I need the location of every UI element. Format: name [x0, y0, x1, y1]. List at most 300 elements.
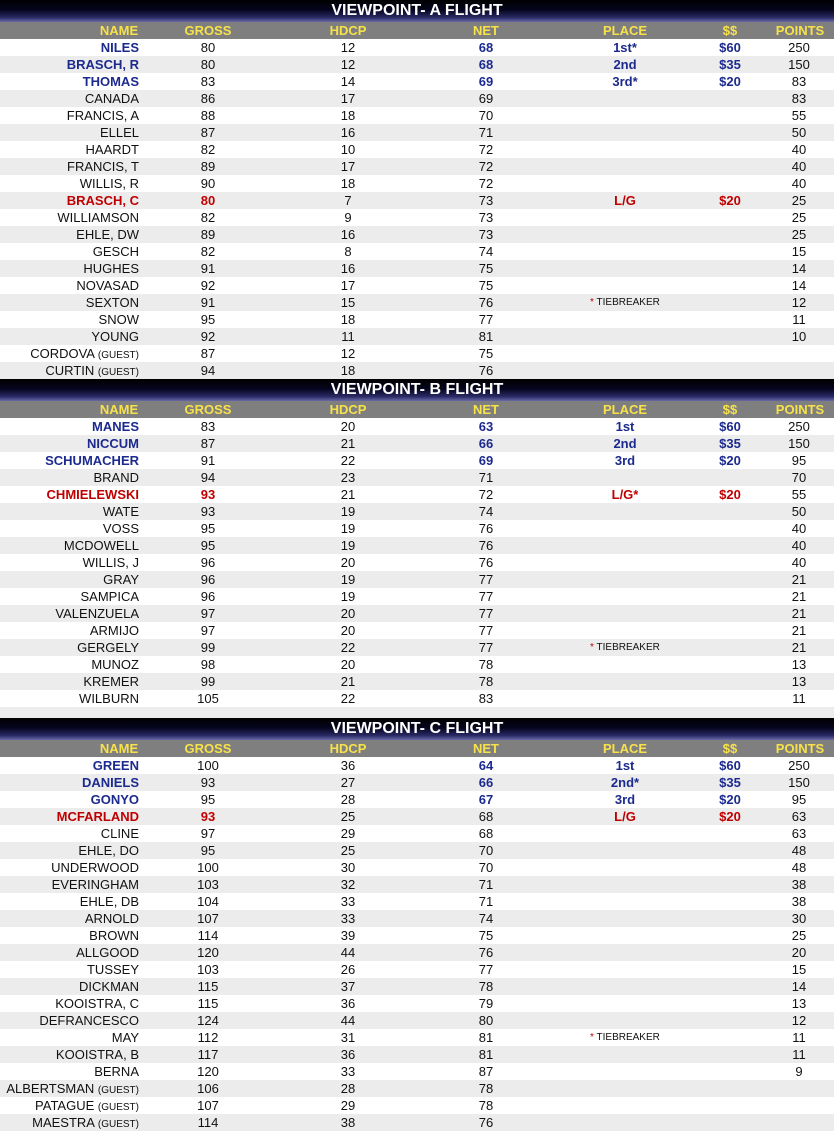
cell-text: 115 [197, 979, 219, 994]
cell-net [446, 39, 526, 56]
cell-text: $20 [719, 74, 741, 89]
cell-net [446, 893, 526, 910]
cell-hdcp [308, 435, 388, 452]
cell-text: 1st* [613, 40, 637, 55]
cell-place [585, 73, 665, 90]
flight-section [0, 718, 834, 1131]
cell-points [760, 294, 834, 311]
cell-money [700, 910, 760, 927]
table-row [0, 927, 834, 944]
cell-gross [168, 944, 248, 961]
cell-hdcp [308, 107, 388, 124]
cell-money [700, 73, 760, 90]
cell-hdcp [308, 345, 388, 362]
cell-name [0, 1029, 139, 1046]
cell-text: 30 [340, 860, 356, 875]
cell-net [446, 107, 526, 124]
table-row [0, 328, 834, 345]
cell-text: 81 [478, 1047, 494, 1062]
cell-text: DANIELS [81, 775, 139, 790]
cell-net [446, 435, 526, 452]
cell-text: 37 [340, 979, 356, 994]
cell-text: 75 [478, 261, 494, 276]
column-header-gross: GROSS [184, 741, 232, 756]
cell-text: 1st [615, 758, 635, 773]
cell-text: 19 [340, 572, 356, 587]
cell-points [760, 107, 834, 124]
cell-text: 29 [340, 1098, 356, 1113]
cell-points [760, 209, 834, 226]
cell-text: 78 [478, 1098, 494, 1113]
cell-points [760, 893, 834, 910]
cell-net [446, 554, 526, 571]
cell-text: 77 [478, 606, 494, 621]
cell-place [585, 571, 665, 588]
cell-text: ALLGOOD [76, 945, 139, 960]
cell-text: 80 [200, 193, 216, 208]
cell-gross [168, 588, 248, 605]
cell-points [760, 876, 834, 893]
cell-name [0, 435, 139, 452]
cell-text: 20 [340, 657, 356, 672]
guest-tag: (GUEST) [97, 1119, 139, 1130]
cell-place [585, 243, 665, 260]
cell-gross [168, 554, 248, 571]
cell-hdcp [308, 673, 388, 690]
cell-text: 107 [197, 911, 219, 926]
cell-text: KREMER [83, 674, 139, 689]
cell-hdcp [308, 944, 388, 961]
cell-text: 10 [340, 142, 356, 157]
cell-text: 104 [197, 894, 219, 909]
cell-text: 31 [340, 1030, 356, 1045]
cell-points [760, 571, 834, 588]
cell-text: $20 [719, 453, 741, 468]
cell-text: $20 [719, 193, 741, 208]
cell-hdcp [308, 571, 388, 588]
cell-place [585, 362, 665, 379]
cell-text: 40 [791, 538, 807, 553]
cell-text: 83 [200, 74, 216, 89]
cell-net [446, 452, 526, 469]
cell-place [585, 588, 665, 605]
cell-name [0, 503, 139, 520]
cell-place [585, 328, 665, 345]
cell-name [0, 673, 139, 690]
cell-name [0, 311, 139, 328]
cell-place [585, 418, 665, 435]
table-row [0, 1114, 834, 1131]
cell-gross [168, 39, 248, 56]
cell-money [700, 571, 760, 588]
cell-place [585, 90, 665, 107]
cell-text: 72 [478, 142, 494, 157]
cell-points [760, 554, 834, 571]
cell-net [446, 774, 526, 791]
cell-place [585, 757, 665, 774]
cell-points [760, 56, 834, 73]
cell-name [0, 175, 139, 192]
cell-money [700, 588, 760, 605]
cell-text: 13 [791, 674, 807, 689]
cell-money [700, 639, 760, 656]
cell-net [446, 622, 526, 639]
cell-text: 29 [340, 826, 356, 841]
cell-points [760, 757, 834, 774]
cell-text: 77 [478, 623, 494, 638]
cell-text: 69 [478, 74, 494, 89]
cell-points [760, 537, 834, 554]
cell-text: 93 [200, 487, 216, 502]
cell-net [446, 1097, 526, 1114]
cell-gross [168, 910, 248, 927]
cell-text: 93 [200, 775, 216, 790]
table-row [0, 1063, 834, 1080]
cell-text: 76 [478, 538, 494, 553]
cell-net [446, 791, 526, 808]
cell-hdcp [308, 622, 388, 639]
column-header-hdcp: HDCP [329, 741, 367, 756]
cell-points [760, 656, 834, 673]
cell-place [585, 825, 665, 842]
cell-hdcp [308, 791, 388, 808]
cell-points [760, 90, 834, 107]
cell-place [585, 1012, 665, 1029]
cell-net [446, 311, 526, 328]
table-row [0, 588, 834, 605]
table-row [0, 791, 834, 808]
cell-text: 97 [200, 623, 216, 638]
table-row [0, 260, 834, 277]
cell-money [700, 520, 760, 537]
cell-points [760, 1046, 834, 1063]
cell-money [700, 452, 760, 469]
cell-text: 100 [197, 860, 219, 875]
cell-points [760, 192, 834, 209]
cell-gross [168, 1029, 248, 1046]
cell-gross [168, 328, 248, 345]
cell-text: GESCH [92, 244, 139, 259]
cell-place [585, 175, 665, 192]
cell-hdcp [308, 1063, 388, 1080]
cell-text: WATE [102, 504, 139, 519]
cell-text: 78 [478, 1081, 494, 1096]
cell-money [700, 107, 760, 124]
cell-place [585, 673, 665, 690]
cell-net [446, 260, 526, 277]
cell-text: 100 [197, 758, 219, 773]
cell-text: 96 [200, 555, 216, 570]
table-row [0, 243, 834, 260]
table-row [0, 622, 834, 639]
cell-place [585, 842, 665, 859]
cell-text: 103 [197, 877, 219, 892]
cell-text: 33 [340, 894, 356, 909]
table-row [0, 893, 834, 910]
cell-place [585, 1114, 665, 1131]
cell-net [446, 345, 526, 362]
cell-text: 33 [340, 1064, 356, 1079]
cell-gross [168, 571, 248, 588]
cell-text: 95 [791, 792, 807, 807]
cell-text: FRANCIS, T [67, 159, 139, 174]
cell-gross [168, 978, 248, 995]
cell-text: 95 [200, 521, 216, 536]
cell-money [700, 605, 760, 622]
cell-net [446, 418, 526, 435]
cell-hdcp [308, 774, 388, 791]
cell-text: 250 [788, 419, 810, 434]
cell-name [0, 39, 139, 56]
cell-name [0, 56, 139, 73]
cell-gross [168, 73, 248, 90]
guest-tag: (GUEST) [97, 367, 139, 378]
cell-text: 77 [478, 312, 494, 327]
cell-hdcp [308, 893, 388, 910]
cell-money [700, 842, 760, 859]
cell-hdcp [308, 452, 388, 469]
cell-text: 19 [340, 504, 356, 519]
cell-money [700, 503, 760, 520]
cell-hdcp [308, 243, 388, 260]
table-row [0, 571, 834, 588]
cell-text: 68 [478, 826, 494, 841]
cell-text: 70 [791, 470, 807, 485]
cell-text: 11 [341, 329, 355, 344]
cell-text: 21 [791, 606, 807, 621]
cell-text: 75 [478, 346, 494, 361]
cell-text: 81 [478, 329, 494, 344]
cell-text: 95 [791, 453, 807, 468]
cell-text: 25 [791, 928, 807, 943]
cell-text: NICCUM [87, 436, 139, 451]
cell-text: 21 [791, 589, 807, 604]
cell-name [0, 588, 139, 605]
cell-net [446, 328, 526, 345]
cell-text: BRASCH, R [66, 57, 139, 72]
cell-text: 20 [340, 623, 356, 638]
table-row [0, 876, 834, 893]
guest-tag: (GUEST) [97, 1102, 139, 1113]
cell-text: 22 [340, 691, 356, 706]
cell-gross [168, 209, 248, 226]
cell-text: GRAY [103, 572, 139, 587]
cell-place [585, 158, 665, 175]
cell-text: 71 [478, 894, 494, 909]
cell-hdcp [308, 842, 388, 859]
cell-gross [168, 1114, 248, 1131]
cell-points [760, 469, 834, 486]
cell-money [700, 294, 760, 311]
cell-name [0, 927, 139, 944]
cell-text: $20 [719, 792, 741, 807]
cell-text: CHMIELEWSKI [46, 487, 139, 502]
cell-gross [168, 486, 248, 503]
cell-money [700, 893, 760, 910]
cell-text: KOOISTRA, C [55, 996, 139, 1011]
cell-hdcp [308, 910, 388, 927]
cell-net [446, 1012, 526, 1029]
cell-text: 90 [200, 176, 216, 191]
cell-text: 32 [340, 877, 356, 892]
cell-text: 17 [340, 91, 356, 106]
cell-hdcp [308, 226, 388, 243]
cell-name [0, 605, 139, 622]
cell-name [0, 554, 139, 571]
cell-gross [168, 503, 248, 520]
cell-money [700, 1097, 760, 1114]
cell-place [585, 690, 665, 707]
cell-name [0, 995, 139, 1012]
cell-gross [168, 1046, 248, 1063]
cell-text: 73 [478, 210, 494, 225]
cell-text: 97 [200, 826, 216, 841]
table-row [0, 910, 834, 927]
table-row [0, 842, 834, 859]
table-row [0, 107, 834, 124]
cell-text: 17 [340, 278, 356, 293]
tiebreaker-note [590, 294, 660, 311]
cell-text: 77 [478, 589, 494, 604]
cell-text: 38 [791, 894, 807, 909]
cell-text: 150 [788, 775, 810, 790]
cell-text: 68 [478, 40, 494, 55]
cell-name [0, 876, 139, 893]
cell-points [760, 243, 834, 260]
cell-text: MAY [111, 1030, 139, 1045]
cell-text: GERGELY [77, 640, 139, 655]
cell-place [585, 622, 665, 639]
cell-text: 75 [478, 928, 494, 943]
cell-text: WILLIAMSON [57, 210, 139, 225]
cell-text: L/G* [611, 487, 639, 502]
cell-name [0, 90, 139, 107]
cell-money [700, 260, 760, 277]
cell-place [585, 192, 665, 209]
cell-text: 11 [792, 1030, 806, 1045]
cell-money [700, 944, 760, 961]
cell-gross [168, 1080, 248, 1097]
cell-points [760, 260, 834, 277]
cell-text: 80 [200, 57, 216, 72]
column-header-gross: GROSS [184, 23, 232, 38]
cell-text: 87 [200, 436, 216, 451]
cell-text: 2nd [613, 436, 637, 451]
cell-money [700, 622, 760, 639]
cell-text: 73 [478, 193, 494, 208]
flight-section [0, 0, 834, 379]
tiebreaker-note [590, 639, 660, 656]
cell-place [585, 503, 665, 520]
cell-gross [168, 158, 248, 175]
cell-text: 30 [791, 911, 807, 926]
cell-points [760, 639, 834, 656]
cell-text: 82 [200, 210, 216, 225]
cell-net [446, 1046, 526, 1063]
cell-text: 22 [340, 453, 356, 468]
cell-text: DICKMAN [79, 979, 139, 994]
table-row [0, 158, 834, 175]
cell-text: 12 [340, 57, 356, 72]
cell-points [760, 328, 834, 345]
cell-name [0, 910, 139, 927]
cell-points [760, 961, 834, 978]
cell-name [0, 622, 139, 639]
cell-points [760, 622, 834, 639]
cell-text: 21 [340, 436, 356, 451]
cell-text: 39 [340, 928, 356, 943]
note-star: * [590, 297, 594, 308]
cell-net [446, 175, 526, 192]
cell-net [446, 961, 526, 978]
cell-text: GONYO [90, 792, 139, 807]
table-row [0, 1097, 834, 1114]
cell-net [446, 995, 526, 1012]
cell-name [0, 345, 139, 362]
cell-text: $20 [719, 487, 741, 502]
cell-text: CURTIN [45, 363, 95, 378]
cell-points [760, 605, 834, 622]
cell-text: YOUNG [91, 329, 139, 344]
cell-place [585, 311, 665, 328]
cell-name [0, 757, 139, 774]
table-row [0, 141, 834, 158]
cell-money [700, 1080, 760, 1097]
cell-net [446, 859, 526, 876]
cell-text: 94 [200, 363, 216, 378]
cell-text: 20 [791, 945, 807, 960]
note-star: * [590, 1032, 594, 1043]
table-row [0, 503, 834, 520]
cell-money [700, 961, 760, 978]
cell-net [446, 520, 526, 537]
cell-text: MANES [92, 419, 139, 434]
cell-money [700, 859, 760, 876]
cell-points [760, 1063, 834, 1080]
cell-gross [168, 927, 248, 944]
cell-points [760, 995, 834, 1012]
cell-gross [168, 791, 248, 808]
note-text: TIEBREAKER [596, 642, 660, 653]
cell-text: CORDOVA [30, 346, 95, 361]
cell-text: 150 [788, 436, 810, 451]
flight-title: VIEWPOINT- C FLIGHT [0, 718, 834, 740]
cell-text: 78 [478, 979, 494, 994]
cell-text: 55 [791, 487, 807, 502]
cell-name [0, 141, 139, 158]
cell-gross [168, 418, 248, 435]
cell-net [446, 673, 526, 690]
cell-points [760, 503, 834, 520]
cell-points [760, 124, 834, 141]
cell-points [760, 452, 834, 469]
column-header-name: NAME [99, 741, 139, 756]
table-row [0, 961, 834, 978]
cell-text: 114 [197, 1115, 219, 1130]
cell-name [0, 328, 139, 345]
cell-text: 63 [791, 809, 807, 824]
cell-text: 7 [344, 193, 352, 208]
cell-text: 14 [340, 74, 356, 89]
cell-text: 40 [791, 521, 807, 536]
cell-text: 83 [478, 691, 494, 706]
cell-hdcp [308, 39, 388, 56]
cell-text: 105 [197, 691, 219, 706]
cell-text: 115 [197, 996, 219, 1011]
cell-gross [168, 107, 248, 124]
cell-hdcp [308, 927, 388, 944]
cell-text: EHLE, DB [79, 894, 139, 909]
